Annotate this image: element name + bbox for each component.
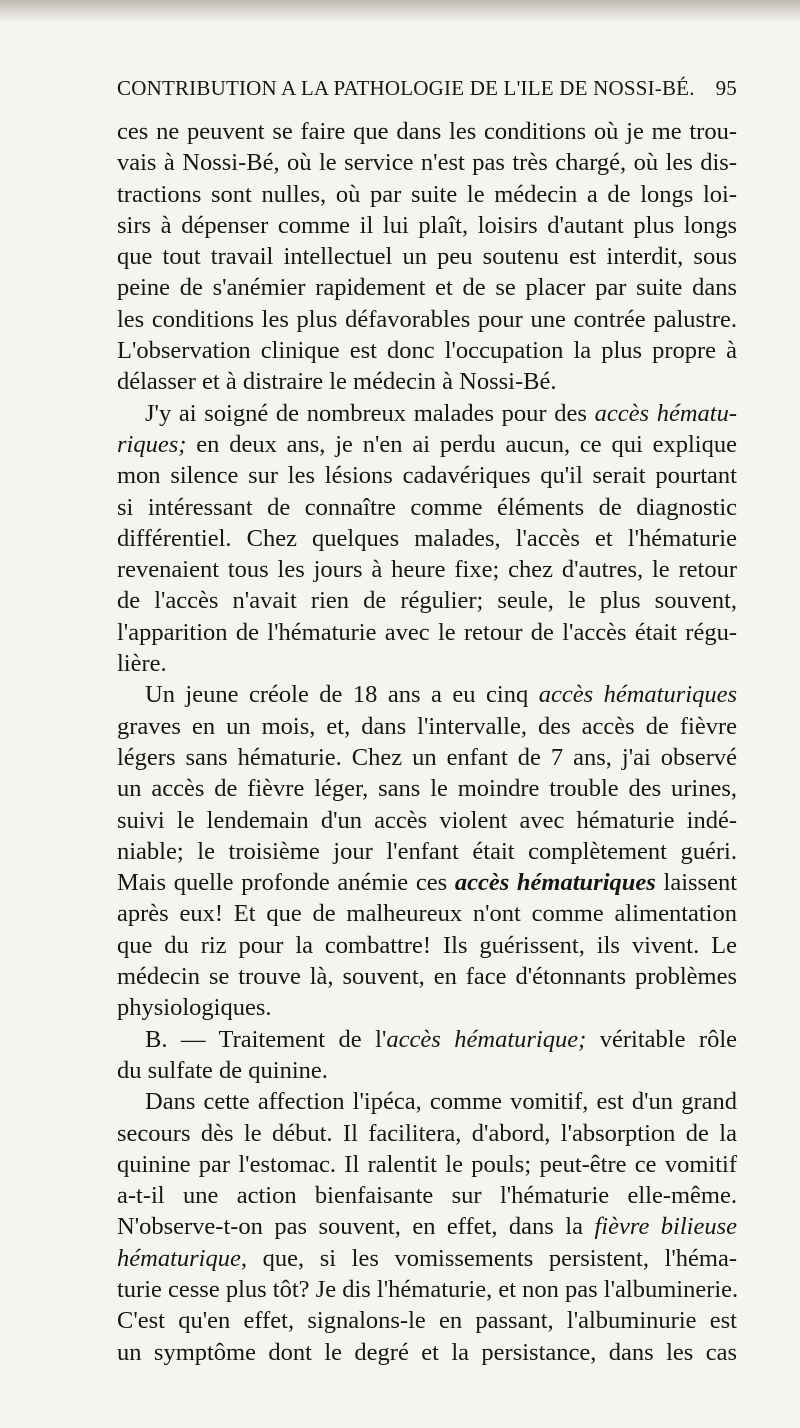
text-line: a-t-il une action bienfaisante sur l'hématurie elle-même.	[117, 1182, 737, 1210]
text-line: légers sans hématurie. Chez un enfant de 7 ans, j'ai observé	[117, 743, 737, 771]
text-line: du sulfate de quinine.	[117, 1056, 328, 1084]
text-run: J'y ai soigné de nombreux malades pour des	[145, 399, 595, 427]
text-line: secours dès le début. Il facilitera, d'abord, l'absorption de la	[117, 1119, 737, 1147]
text-line: physiologiques.	[117, 994, 272, 1022]
text-line	[117, 398, 737, 429]
text-run: Un jeune créole de 18 ans a eu cinq	[145, 681, 539, 709]
emphasized-term: accès hématurique;	[386, 1025, 587, 1053]
emphasized-term: fièvre bilieuse	[594, 1213, 737, 1241]
text-line: un symptôme dont le degré et la persistance, dans les cas	[117, 1338, 737, 1366]
text-line: turie cesse plus tôt? Je dis l'hématurie, et non pas l'albuminerie.	[117, 1275, 739, 1303]
text-line: sirs à dépenser comme il lui plaît, loisirs d'autant plus longs	[117, 211, 737, 239]
text-line: de l'accès n'avait rien de régulier; seule, le plus souvent,	[117, 587, 737, 615]
text-line: médecin se trouve là, souvent, en face d'étonnants problèmes	[117, 963, 737, 991]
text-line: tractions sont nulles, où par suite le médecin a de longs loi-	[117, 180, 737, 208]
text-line: lière.	[117, 650, 167, 678]
text-line	[117, 679, 737, 710]
text-line: peine de s'anémier rapidement et de se placer par suite dans	[117, 274, 737, 302]
text-line: après eux! Et que de malheureux n'ont comme alimentation	[117, 900, 737, 928]
text-line: mon silence sur les lésions cadavériques qu'il serait pourtant	[117, 462, 737, 490]
running-title: CONTRIBUTION A LA PATHOLOGIE DE L'ILE DE NOSSI-BÉ.	[117, 76, 695, 100]
emphasized-term: accès hématuriques	[454, 869, 656, 897]
text-line: que du riz pour la combattre! Ils guérissent, ils vivent. Le	[117, 931, 737, 959]
text-run: laissent	[655, 869, 737, 897]
text-line: vais à Nossi-Bé, où le service n'est pas très chargé, où les dis-	[117, 149, 737, 177]
text-line	[117, 1211, 737, 1242]
text-run: N'observe-t-on pas souvent, en effet, dans la	[117, 1213, 595, 1241]
text-run: Mais quelle profonde anémie ces	[117, 869, 455, 897]
text-line: délasser et à distraire le médecin à Nossi-Bé.	[117, 368, 557, 396]
text-line: différentiel. Chez quelques malades, l'accès et l'hématurie	[117, 524, 737, 552]
text-line: suivi le lendemain d'un accès violent avec hématurie indé-	[117, 806, 737, 834]
text-line: si intéressant de connaître comme éléments de diagnostic	[117, 493, 737, 521]
text-line: l'apparition de l'hématurie avec le retour de l'accès était régu-	[117, 618, 737, 646]
text-line	[117, 1024, 737, 1055]
text-line: revenaient tous les jours à heure fixe; chez d'autres, le retour	[117, 556, 737, 584]
text-line	[117, 1243, 737, 1274]
running-header	[117, 76, 737, 104]
text-line: les conditions les plus défavorables pour une contrée palustre.	[117, 305, 737, 333]
text-line: niable; le troisième jour l'enfant était complètement guéri.	[117, 837, 737, 865]
page-number: 95	[715, 76, 737, 100]
emphasized-term: riques;	[117, 430, 187, 458]
text-line: que tout travail intellectuel un peu soutenu est interdit, sous	[117, 243, 737, 271]
emphasized-term: hématurique,	[117, 1244, 247, 1272]
text-run: en deux ans, je n'en ai perdu aucun, ce qui explique	[186, 430, 737, 458]
text-line	[117, 867, 737, 898]
text-run: que, si les vomissements persistent, l'héma-	[246, 1244, 737, 1272]
text-line: Dans cette affection l'ipéca, comme vomitif, est d'un grand	[145, 1088, 737, 1116]
emphasized-term: accès hématu-	[594, 399, 737, 427]
body-text	[117, 116, 737, 1368]
text-run: véritable rôle	[586, 1025, 738, 1053]
text-run: B. — Traitement de l'	[145, 1025, 387, 1053]
text-line: quinine par l'estomac. Il ralentit le pouls; peut-être ce vomitif	[117, 1150, 737, 1178]
text-line: C'est qu'en effet, signalons-le en passant, l'albuminurie est	[117, 1307, 737, 1335]
text-line: graves en un mois, et, dans l'intervalle, des accès de fièvre	[117, 712, 737, 740]
text-line: ces ne peuvent se faire que dans les conditions où je me trou-	[117, 118, 737, 145]
text-line: L'observation clinique est donc l'occupation la plus propre à	[117, 337, 737, 365]
text-line	[117, 429, 737, 460]
emphasized-term: accès hématuriques	[538, 681, 737, 709]
scan-edge-shadow	[0, 0, 800, 22]
text-line: un accès de fièvre léger, sans le moindre trouble des urines,	[117, 775, 737, 803]
